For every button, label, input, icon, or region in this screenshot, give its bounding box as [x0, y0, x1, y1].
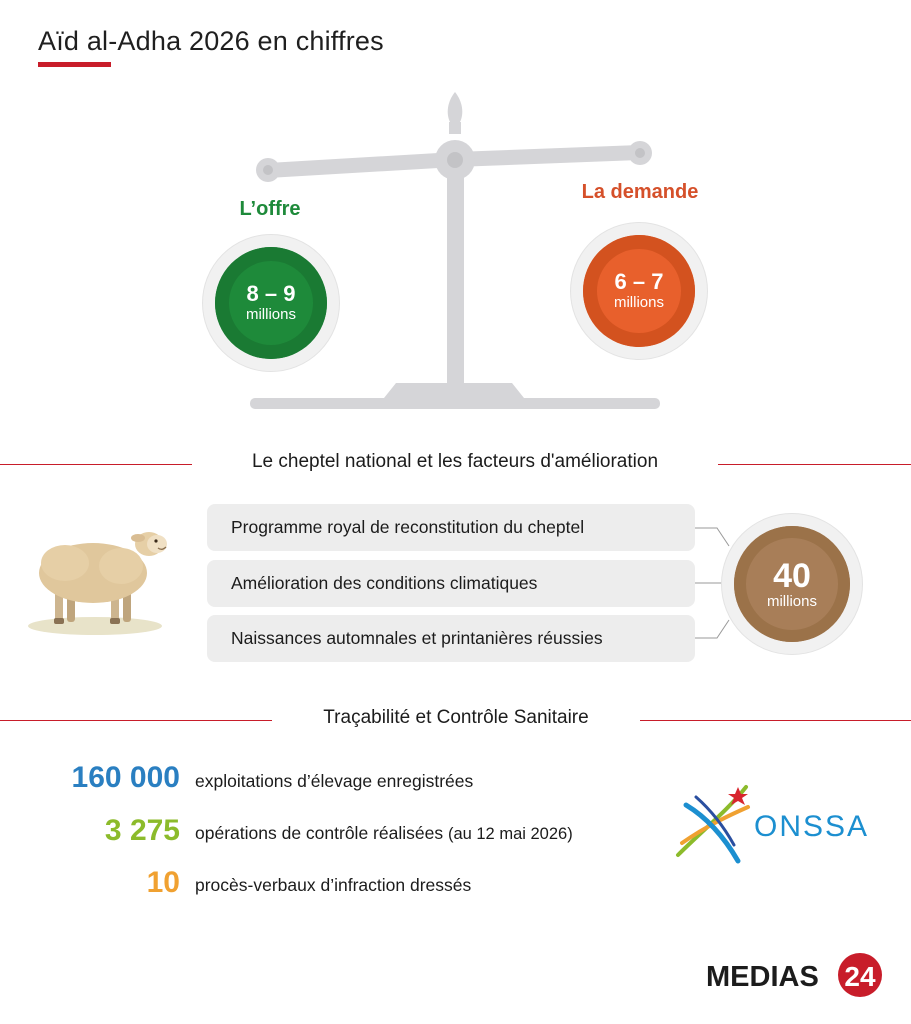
stat-number-pv: 10 — [146, 866, 180, 899]
stat-text-controles: opérations de contrôle réalisées (au 12 mai 2026) — [195, 823, 573, 843]
cheptel-total-unit: millions — [766, 592, 817, 610]
demand-circle — [570, 222, 708, 360]
offer-unit: millions — [245, 305, 296, 323]
factor-item-3: Naissances automnales et printanières réussies — [207, 615, 695, 662]
section2-divider-left — [0, 720, 272, 721]
demand-label: La demande — [581, 181, 699, 203]
cheptel-heading: Le cheptel national et les facteurs d'amélioration — [192, 451, 718, 473]
stat-text-pv: procès-verbaux d’infraction dressés — [195, 875, 472, 895]
balance-scale-icon — [0, 80, 911, 420]
section-divider-left — [0, 464, 192, 465]
stat-number-exploitations: 160 000 — [71, 761, 180, 794]
medias24-logo — [702, 948, 887, 1000]
stat-text-exploitations: exploitations d’élevage enregistrées — [195, 771, 474, 791]
cheptel-total-circle — [721, 513, 863, 655]
page-title: Aïd al-Adha 2026 en chiffres — [38, 26, 384, 56]
demand-badge — [583, 235, 695, 347]
offer-label: L’offre — [239, 198, 301, 220]
cheptel-total-badge — [734, 526, 850, 642]
sheep-icon — [25, 518, 175, 636]
stat-note-controles: (au 12 mai 2026) — [447, 825, 573, 843]
section-divider-right — [718, 464, 911, 465]
medias-wordmark: MEDIAS — [706, 961, 819, 993]
factor-item-1: Programme royal de reconstitution du cheptel — [207, 504, 695, 551]
section2-divider-right — [640, 720, 911, 721]
cheptel-total-value: 40 — [773, 556, 811, 595]
offer-circle — [202, 234, 340, 372]
title-underline — [38, 62, 111, 67]
offer-value: 8 – 9 — [246, 281, 296, 307]
factor-item-2: Amélioration des conditions climatiques — [207, 560, 695, 607]
onssa-wordmark: ONSSA — [754, 810, 870, 843]
onssa-logo — [668, 775, 888, 867]
medias-number: 24 — [844, 961, 876, 992]
stat-number-controles: 3 275 — [104, 814, 180, 847]
demand-unit: millions — [613, 293, 664, 311]
tracabilite-heading: Traçabilité et Contrôle Sanitaire — [272, 707, 640, 729]
demand-value: 6 – 7 — [614, 269, 664, 295]
offer-badge — [215, 247, 327, 359]
